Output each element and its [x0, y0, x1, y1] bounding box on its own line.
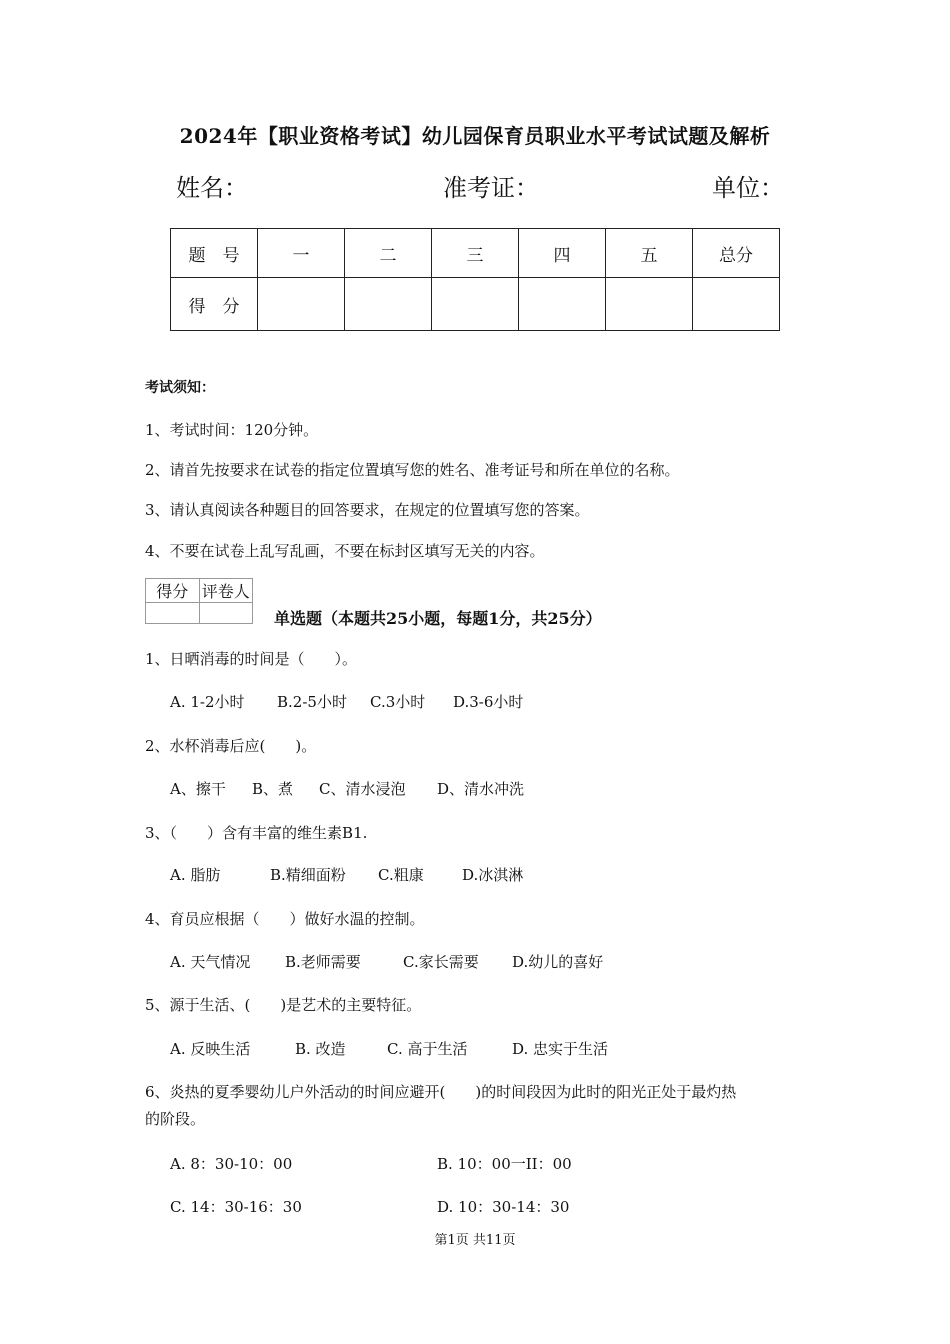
- question-text: 6、炎热的夏季婴幼儿户外活动的时间应避开( )的时间段因为此时的阳光正处于最灼热: [145, 1083, 737, 1101]
- question-option[interactable]: C. 14：30-16：30: [170, 1198, 302, 1216]
- question-option[interactable]: B、煮: [252, 780, 294, 798]
- question-option[interactable]: A. 反映生活: [170, 1040, 251, 1058]
- question-option[interactable]: A. 8：30-10：00: [170, 1155, 293, 1173]
- notice-item: 3、请认真阅读各种题目的回答要求，在规定的位置填写您的答案。: [145, 501, 590, 519]
- score-cell[interactable]: [693, 278, 780, 331]
- page-title: 2024年【职业资格考试】幼儿园保育员职业水平考试试题及解析: [179, 124, 771, 148]
- question-option[interactable]: D.3-6小时: [453, 693, 524, 711]
- question-option[interactable]: B. 改造: [295, 1040, 346, 1058]
- question-option[interactable]: D.幼儿的喜好: [512, 953, 604, 971]
- score-cell[interactable]: [606, 278, 693, 331]
- score-table-score-row: [171, 278, 780, 331]
- question-option[interactable]: A. 天气情况: [170, 953, 251, 971]
- question-option[interactable]: C. 高于生活: [387, 1040, 468, 1058]
- question-option[interactable]: C.家长需要: [403, 953, 479, 971]
- question-text: 2、水杯消毒后应( )。: [145, 737, 317, 755]
- grader-score-label: 得分: [146, 579, 200, 603]
- question-option[interactable]: D、清水冲洗: [437, 780, 525, 798]
- unit-label: 单位：: [712, 174, 784, 202]
- page-footer: 第1页 共11页: [434, 1233, 516, 1248]
- score-table-header: 题 号: [171, 229, 258, 278]
- score-table-header: 二: [345, 229, 432, 278]
- question-text: 3、（ ）含有丰富的维生素B1.: [145, 824, 368, 842]
- section-title: 单选题（本题共25小题，每题1分，共25分）: [274, 609, 602, 628]
- question-text: 5、源于生活、( )是艺术的主要特征。: [145, 996, 422, 1014]
- grader-score-cell[interactable]: [146, 603, 200, 624]
- score-row-label: 得 分: [171, 278, 258, 331]
- grader-box: [145, 578, 253, 624]
- question-option[interactable]: D. 10：30-14：30: [437, 1198, 570, 1216]
- notice-item: 4、不要在试卷上乱写乱画，不要在标封区填写无关的内容。: [145, 542, 545, 560]
- grader-reviewer-cell[interactable]: [199, 603, 253, 624]
- question-option[interactable]: D.冰淇淋: [462, 866, 524, 884]
- score-table-header: 总分: [693, 229, 780, 278]
- score-cell[interactable]: [519, 278, 606, 331]
- question-option[interactable]: B.2-5小时: [277, 693, 347, 711]
- question-text-continued: 的阶段。: [145, 1110, 206, 1128]
- question-option[interactable]: B.老师需要: [285, 953, 361, 971]
- question-text: 4、育员应根据（ ）做好水温的控制。: [145, 910, 425, 928]
- question-option[interactable]: A. 1-2小时: [170, 693, 245, 711]
- score-cell[interactable]: [345, 278, 432, 331]
- grader-reviewer-label: 评卷人: [199, 579, 253, 603]
- question-option[interactable]: B.精细面粉: [270, 866, 346, 884]
- name-label: 姓名：: [176, 174, 248, 202]
- exam-number-label: 准考证：: [443, 174, 539, 202]
- question-option[interactable]: B. 10：00一II：00: [437, 1155, 572, 1173]
- score-cell[interactable]: [432, 278, 519, 331]
- score-table-header-row: [171, 229, 780, 278]
- question-text: 1、日晒消毒的时间是（ ）。: [145, 650, 358, 668]
- score-table-header: 四: [519, 229, 606, 278]
- notice-item: 2、请首先按要求在试卷的指定位置填写您的姓名、准考证号和所在单位的名称。: [145, 461, 680, 479]
- question-option[interactable]: D. 忠实于生活: [512, 1040, 609, 1058]
- notice-heading: 考试须知：: [145, 380, 215, 396]
- question-option[interactable]: C.粗康: [378, 866, 424, 884]
- question-option[interactable]: A. 脂肪: [170, 866, 221, 884]
- question-option[interactable]: A、擦干: [170, 780, 226, 798]
- score-table-header: 三: [432, 229, 519, 278]
- score-table: [170, 228, 780, 331]
- score-table-header: 一: [258, 229, 345, 278]
- question-option[interactable]: C.3小时: [370, 693, 426, 711]
- notice-item: 1、考试时间：120分钟。: [145, 421, 319, 439]
- score-cell[interactable]: [258, 278, 345, 331]
- score-table-header: 五: [606, 229, 693, 278]
- question-option[interactable]: C、清水浸泡: [319, 780, 406, 798]
